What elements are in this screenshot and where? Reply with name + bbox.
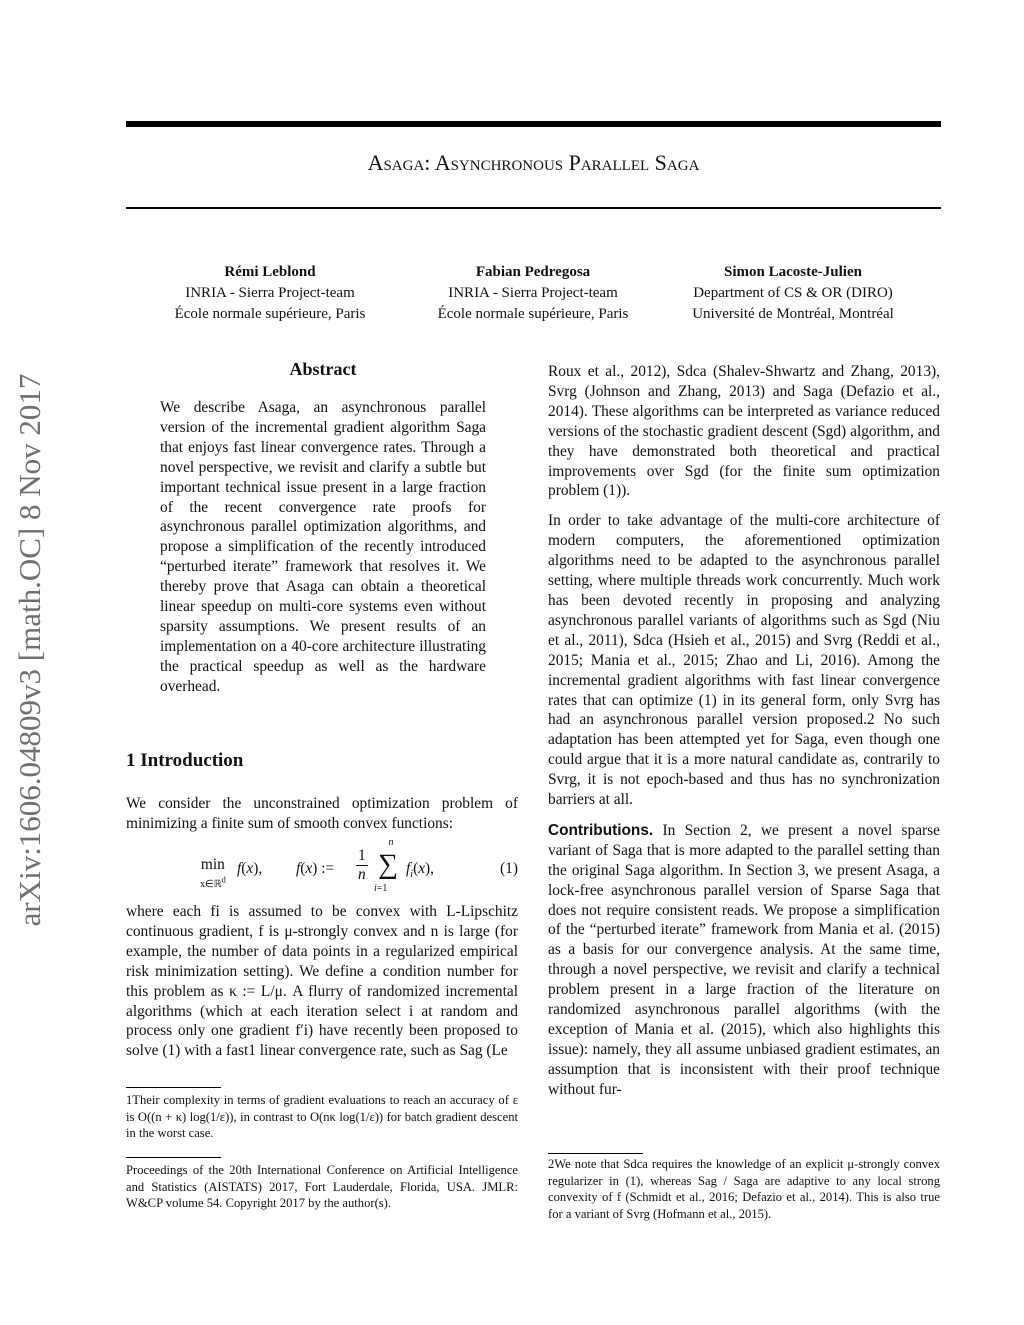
- title-bottom-rule: [126, 207, 941, 209]
- paper-title: Asaga: Asynchronous Parallel Saga: [367, 150, 700, 175]
- right-paragraph-2: In order to take advantage of the multi-core architecture of modern computers, the aforementioned optimization algorithms need to be adapted to the asynchronous parallel setting, where multiple threads work concurrently. Much work has been devoted recently in proposing and analyzing asynchronous parallel variants of algorithms such as Sgd (Niu et al., 2011), Sdca (Hsieh et al., 2015) and Svrg (Reddi et al., 2015; Mania et al., 2015; Zhao and Li, 2016). Among the incremental gradient algorithms with fast linear convergence rates that can optimize (1) in its general form, only Svrg has had an asynchronous parallel version proposed.2 No such adaptation has been attempted yet for Saga, even though one could argue that it is a more natural candidate as, contrarily to Svrg, it is not epoch-based and thus has no synchronization barriers at all.: [548, 512, 940, 809]
- footnote-2: 2We note that Sdca requires the knowledge of an explicit μ-strongly convex regularizer in (1), whereas Sag / Saga are adaptive to any local strong convexity of f (Schmidt et al., 2016; Defazio et al., 2014). This is also true for a variant of Svrg (Hofmann et al., 2015).: [548, 1157, 940, 1221]
- author-affiliation: Department of CS & OR (DIRO): [693, 285, 893, 301]
- contributions-paragraph: [548, 821, 940, 1100]
- author-affiliation: École normale supérieure, Paris: [437, 306, 629, 322]
- author-affiliation: École normale supérieure, Paris: [174, 306, 366, 322]
- contributions-label: Contributions.: [548, 821, 654, 839]
- equation-1: min x∈ℝ$^d$ f(x), f(x) := $\frac{1}{n}$ n ∑ i=1 $f_i(x)$, (1): [200, 837, 518, 894]
- footnote-rule-right: [548, 1153, 643, 1154]
- author-name: Fabian Pedregosa: [475, 264, 591, 280]
- intro-paragraph-2: where each fi is assumed to be convex with L-Lipschitz continuous gradient, f is μ-strongly convex and n is large (for example, the number of data points in a regularized empirical risk minimization setting). We define a condition number for this problem as κ := L/μ. A flurry of randomized incremental algorithms (which at each iteration select i at random and process only one gradient f′i) have recently been proposed to solve (1) with a fast1 linear convergence rate, such as Sag (Le: [126, 903, 518, 1060]
- intro-paragraph-1: We consider the unconstrained optimization problem of minimizing a finite sum of smooth convex functions:: [126, 795, 518, 832]
- footnote-rule: [126, 1087, 221, 1088]
- abstract-heading: Abstract: [289, 359, 357, 379]
- proceedings-note: Proceedings of the 20th International Conference on Artificial Intelligence and Statistics (AISTATS) 2017, Fort Lauderdale, Florida, USA. JMLR: W&CP volume 54. Copyright 2017 by the author(s).: [126, 1163, 518, 1210]
- proceedings-rule: [126, 1157, 221, 1158]
- author-2: [408, 262, 658, 325]
- section-heading-introduction: 1 Introduction: [126, 750, 244, 771]
- arxiv-stamp: arXiv:1606.04809v3 [math.OC] 8 Nov 2017: [12, 373, 47, 927]
- title-top-rule: [126, 121, 941, 127]
- equation-number: (1): [500, 860, 518, 877]
- right-paragraph-1: Roux et al., 2012), Sdca (Shalev-Shwartz and Zhang, 2013), Svrg (Johnson and Zhang, 2013) and Saga (Defazio et al., 2014). These algorithms can be interpreted as variance reduced versions of the stochastic gradient descent (Sgd) algorithm, and they have demonstrated both theoretical and practical improvements over Sgd (for the finite sum optimization problem (1)).: [548, 363, 940, 500]
- author-1: [145, 262, 395, 325]
- footnote-1: 1Their complexity in terms of gradient evaluations to reach an accuracy of ε is O((n + κ) log(1/ε)), in contrast to O(nκ log(1/ε)) for batch gradient descent in the worst case.: [126, 1093, 518, 1140]
- author-affiliation: Université de Montréal, Montréal: [692, 306, 894, 322]
- author-name: Simon Lacoste-Julien: [724, 264, 862, 280]
- author-3: [668, 262, 918, 325]
- abstract-body: We describe Asaga, an asynchronous parallel version of the incremental gradient algorithm Saga that enjoys fast linear convergence rates. Through a novel perspective, we revisit and clarify a subtle but important technical issue present in a large fraction of the recent convergence rate proofs for asynchronous parallel optimization algorithms, and propose a simplification of the recently introduced “perturbed iterate” framework that resolves it. We thereby prove that Asaga can obtain a theoretical linear speedup on multi-core systems even without sparsity assumptions. We present results of an implementation on a 40-core architecture illustrating the practical speedup as well as the hardware overhead.: [160, 399, 486, 695]
- author-affiliation: INRIA - Sierra Project-team: [448, 285, 618, 301]
- right-column: [548, 362, 940, 1100]
- contributions-text: In Section 2, we present a novel sparse variant of Saga that is more adapted to the parallel setting than the original Saga algorithm. In Section 3, we present Asaga, a lock-free asynchronous parallel version of Sparse Saga that does not require consistent reads. We propose a simplification of the “perturbed iterate” framework from Mania et al. (2015) as a basis for our convergence analysis. At the same time, through a novel perspective, we revisit and clarify a technical problem present in a large fraction of the literature on randomized asynchronous parallel algorithms (with the exception of Mania et al. (2015), which also highlights this issue): namely, they all assume unbiased gradient estimates, an assumption that is inconsistent with their proof technique without fur-: [548, 821, 940, 1098]
- author-affiliation: INRIA - Sierra Project-team: [185, 285, 355, 301]
- author-name: Rémi Leblond: [224, 264, 316, 280]
